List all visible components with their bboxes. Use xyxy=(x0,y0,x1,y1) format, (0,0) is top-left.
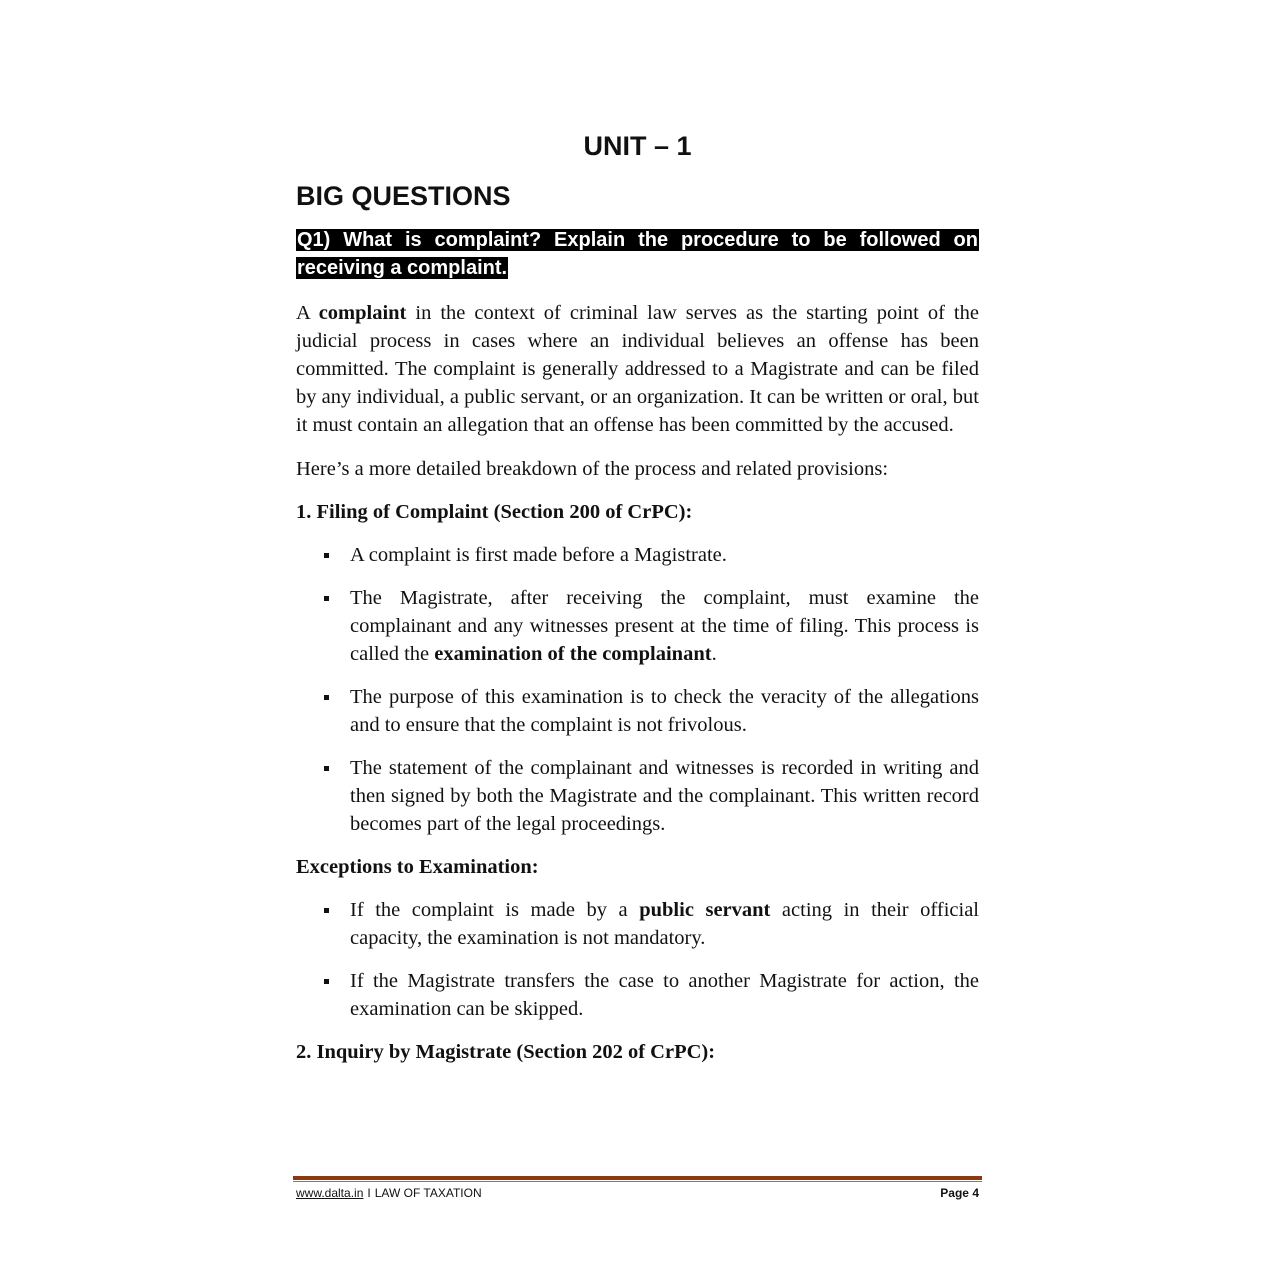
filing-heading: 1. Filing of Complaint (Section 200 of CrPC): xyxy=(296,501,693,523)
list-item xyxy=(296,541,979,569)
bullet-icon xyxy=(324,979,329,984)
unit-title: UNIT – 1 xyxy=(583,131,692,161)
filing-bullet-2-post: . xyxy=(711,643,717,665)
exceptions-bullet-2: If the Magistrate transfers the case to another Magistrate for action, the examination can be skipped. xyxy=(350,970,979,1020)
filing-list xyxy=(296,541,979,838)
footer-divider-thin xyxy=(293,1181,982,1182)
footer-divider xyxy=(293,1176,982,1180)
list-item xyxy=(296,584,979,668)
filing-bullet-4: The statement of the complainant and witnesses is recorded in writing and then signed by both the Magistrate and the complainant. This written record becomes part of the legal proceedings. xyxy=(350,757,979,835)
footer-website-link[interactable]: www.dalta.in xyxy=(296,1186,364,1200)
footer-subject: LAW OF TAXATION xyxy=(374,1186,482,1200)
breakdown-intro: Here’s a more detailed breakdown of the process and related provisions: xyxy=(296,458,889,480)
filing-bullet-3: The purpose of this examination is to check the veracity of the allegations and to ensure that the complaint is not frivolous. xyxy=(350,686,979,736)
question-text: Q1) What is complaint? Explain the procedure to be followed on receiving a complaint. xyxy=(297,229,978,279)
page-number: Page 4 xyxy=(940,1186,979,1200)
bullet-icon xyxy=(324,695,329,700)
filing-bullet-2-pre: The Magistrate, after receiving the complaint, must examine the complainant and any witnesses present at the time of filing. This process is called the xyxy=(350,587,979,665)
list-item xyxy=(296,896,979,952)
exceptions-bullet-1-pre: If the complaint is made by a xyxy=(350,899,640,921)
bullet-icon xyxy=(324,766,329,771)
intro-rest: in the context of criminal law serves as the starting point of the judicial process in cases where an individual believes an offense has been committed. The complaint is generally addressed to a Magistrate and can be filed by any individual, a public servant, or an organization. It can be written or oral, but it must contain an allegation that an offense has been committed by the accused. xyxy=(296,302,979,436)
intro-term: complaint xyxy=(318,302,407,324)
filing-bullet-2-bold: examination of the complainant xyxy=(434,643,712,665)
page-content xyxy=(296,128,979,1066)
exceptions-heading: Exceptions to Examination: xyxy=(296,856,539,878)
list-item xyxy=(296,683,979,739)
list-item xyxy=(296,967,979,1023)
section-title: BIG QUESTIONS xyxy=(296,181,511,211)
page-footer xyxy=(296,1186,979,1204)
exceptions-list xyxy=(296,896,979,1023)
exceptions-bullet-1-bold: public servant xyxy=(639,899,771,921)
bullet-icon xyxy=(324,596,329,601)
inquiry-heading: 2. Inquiry by Magistrate (Section 202 of CrPC): xyxy=(296,1041,716,1063)
intro-paragraph xyxy=(296,299,979,439)
footer-separator: I xyxy=(367,1186,371,1200)
bullet-icon xyxy=(324,553,329,558)
intro-lead: A xyxy=(296,302,319,324)
exceptions-bullet-1-post: acting in their official capacity, the examination is not mandatory. xyxy=(350,899,980,949)
filing-bullet-1: A complaint is first made before a Magistrate. xyxy=(350,544,727,566)
bullet-icon xyxy=(324,908,329,913)
list-item xyxy=(296,754,979,838)
question-heading xyxy=(296,226,979,282)
